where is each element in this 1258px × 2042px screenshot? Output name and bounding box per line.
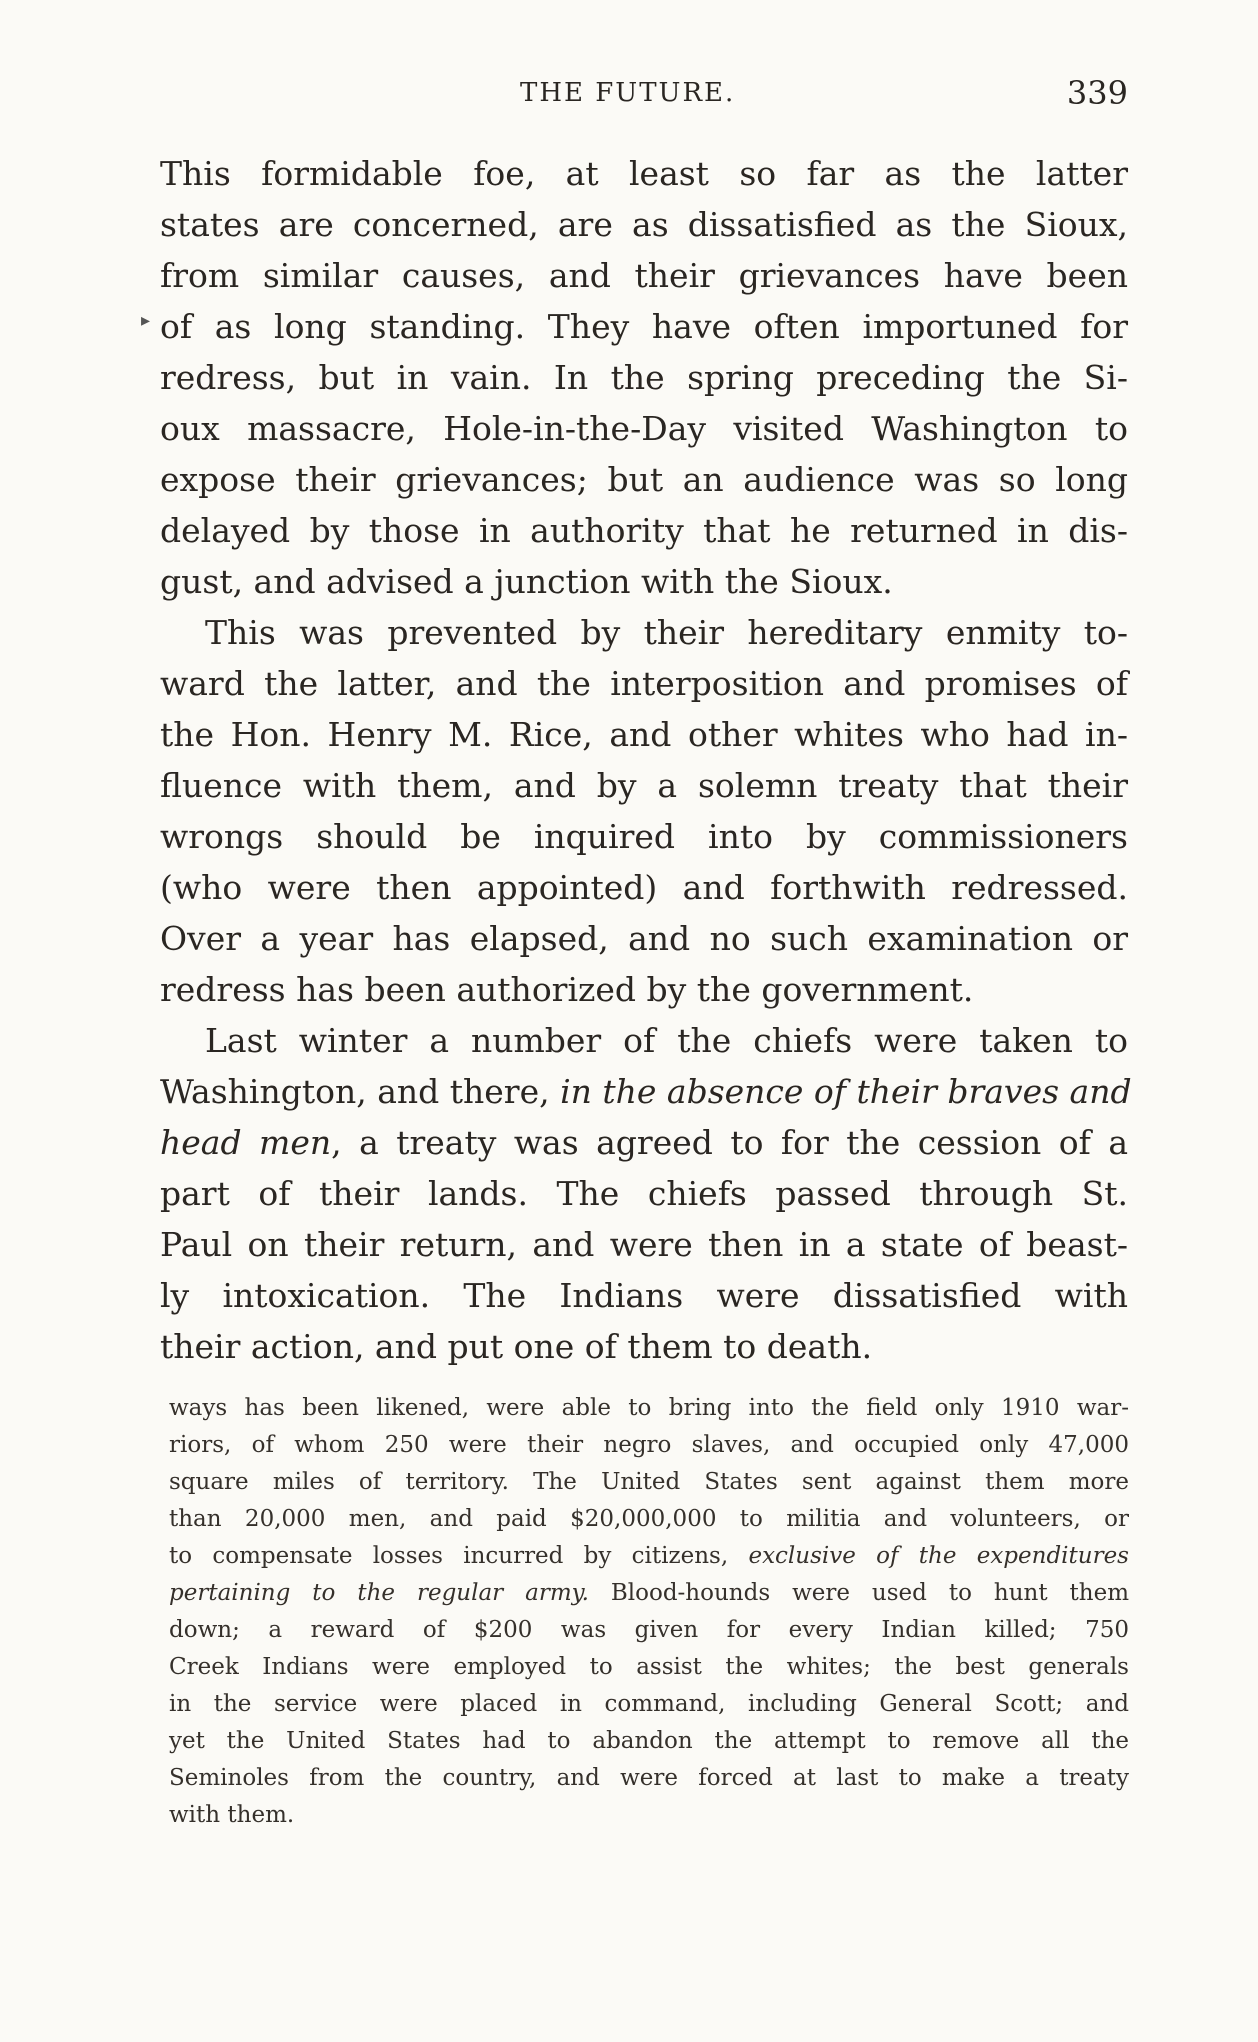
text-line: Over a year has elapsed, and no such examination or: [160, 919, 1128, 958]
footnote-line: Creek Indians were employed to assist the whites; the best generals: [169, 1654, 1129, 1680]
text-line: delayed by those in authority that he returned in dis-: [160, 511, 1128, 550]
text-line: (who were then appointed) and forthwith redressed.: [160, 868, 1128, 907]
paragraph-3: [160, 1015, 1132, 1372]
running-head: THE FUTURE.: [520, 78, 736, 108]
paragraph-2: [160, 607, 1128, 1015]
footnote-line: square miles of territory. The United States sent against them more: [169, 1469, 1129, 1495]
text-line: [160, 1117, 1128, 1168]
text-line: their action, and put one of them to death.: [160, 1327, 873, 1366]
text-segment: Blood-hounds were used to hunt them: [588, 1580, 1129, 1606]
footnote-line: ways has been likened, were able to bring into the field only 1910 war-: [169, 1395, 1129, 1421]
text-line: redress has been authorized by the government.: [160, 970, 974, 1009]
text-line: gust, and advised a junction with the Sioux.: [160, 562, 893, 601]
footnote-line: with them.: [169, 1802, 295, 1828]
footnote: [169, 1390, 1129, 1834]
page-header: [160, 74, 1128, 124]
text-line: wrongs should be inquired into by commissioners: [160, 817, 1128, 856]
text-line: This formidable foe, at least so far as the latter: [160, 154, 1128, 193]
footnote-line: riors, of whom 250 were their negro slaves, and occupied only 47,000: [169, 1432, 1129, 1458]
footnote-line: Seminoles from the country, and were forced at last to make a treaty: [169, 1765, 1129, 1791]
text-line: ly intoxication. The Indians were dissatisfied with: [160, 1276, 1128, 1315]
text-line: of as long standing. They have often importuned for: [160, 307, 1128, 346]
text-line: Paul on their return, and were then in a state of beast-: [160, 1225, 1128, 1264]
text-line: states are concerned, are as dissatisfied as the Sioux,: [160, 205, 1128, 244]
text-line: ward the latter, and the interposition and promises of: [160, 664, 1128, 703]
text-segment: to compensate losses incurred by citizens,: [169, 1543, 749, 1569]
text-line: redress, but in vain. In the spring preceding the Si-: [160, 358, 1128, 397]
text-line: [160, 1066, 1132, 1117]
text-line: oux massacre, Hole-in-the-Day visited Washington to: [160, 409, 1128, 448]
text-segment: Washington, and there,: [160, 1072, 561, 1111]
footnote-line: in the service were placed in command, including General Scott; and: [169, 1691, 1129, 1717]
text-line: the Hon. Henry M. Rice, and other whites who had in-: [160, 715, 1128, 754]
footnote-line: than 20,000 men, and paid $20,000,000 to militia and volunteers, or: [169, 1506, 1129, 1532]
margin-mark: ▸: [141, 310, 151, 331]
text-segment: , a treaty was agreed to for the cession of a: [331, 1123, 1128, 1162]
footnote-line: down; a reward of $200 was given for every Indian killed; 750: [169, 1617, 1129, 1643]
page-number: 339: [1066, 74, 1128, 112]
italic-text: in the absence of their braves and: [560, 1072, 1132, 1111]
italic-text: head men: [160, 1123, 332, 1162]
text-line: This was prevented by their hereditary enmity to-: [205, 613, 1128, 652]
footnote-line: yet the United States had to abandon the attempt to remove all the: [169, 1728, 1129, 1754]
footnote-line: [169, 1538, 1129, 1575]
text-line: expose their grievances; but an audience was so long: [160, 460, 1128, 499]
italic-text: pertaining to the regular army.: [169, 1580, 589, 1606]
text-line: from similar causes, and their grievances have been: [160, 256, 1128, 295]
text-line: Last winter a number of the chiefs were taken to: [205, 1021, 1128, 1060]
text-line: part of their lands. The chiefs passed through St.: [160, 1174, 1128, 1213]
paragraph-1: [160, 148, 1128, 607]
text-line: fluence with them, and by a solemn treaty that their: [160, 766, 1128, 805]
italic-text: exclusive of the expenditures: [748, 1543, 1129, 1569]
main-text: [160, 148, 1132, 1372]
footnote-line: [169, 1575, 1129, 1612]
